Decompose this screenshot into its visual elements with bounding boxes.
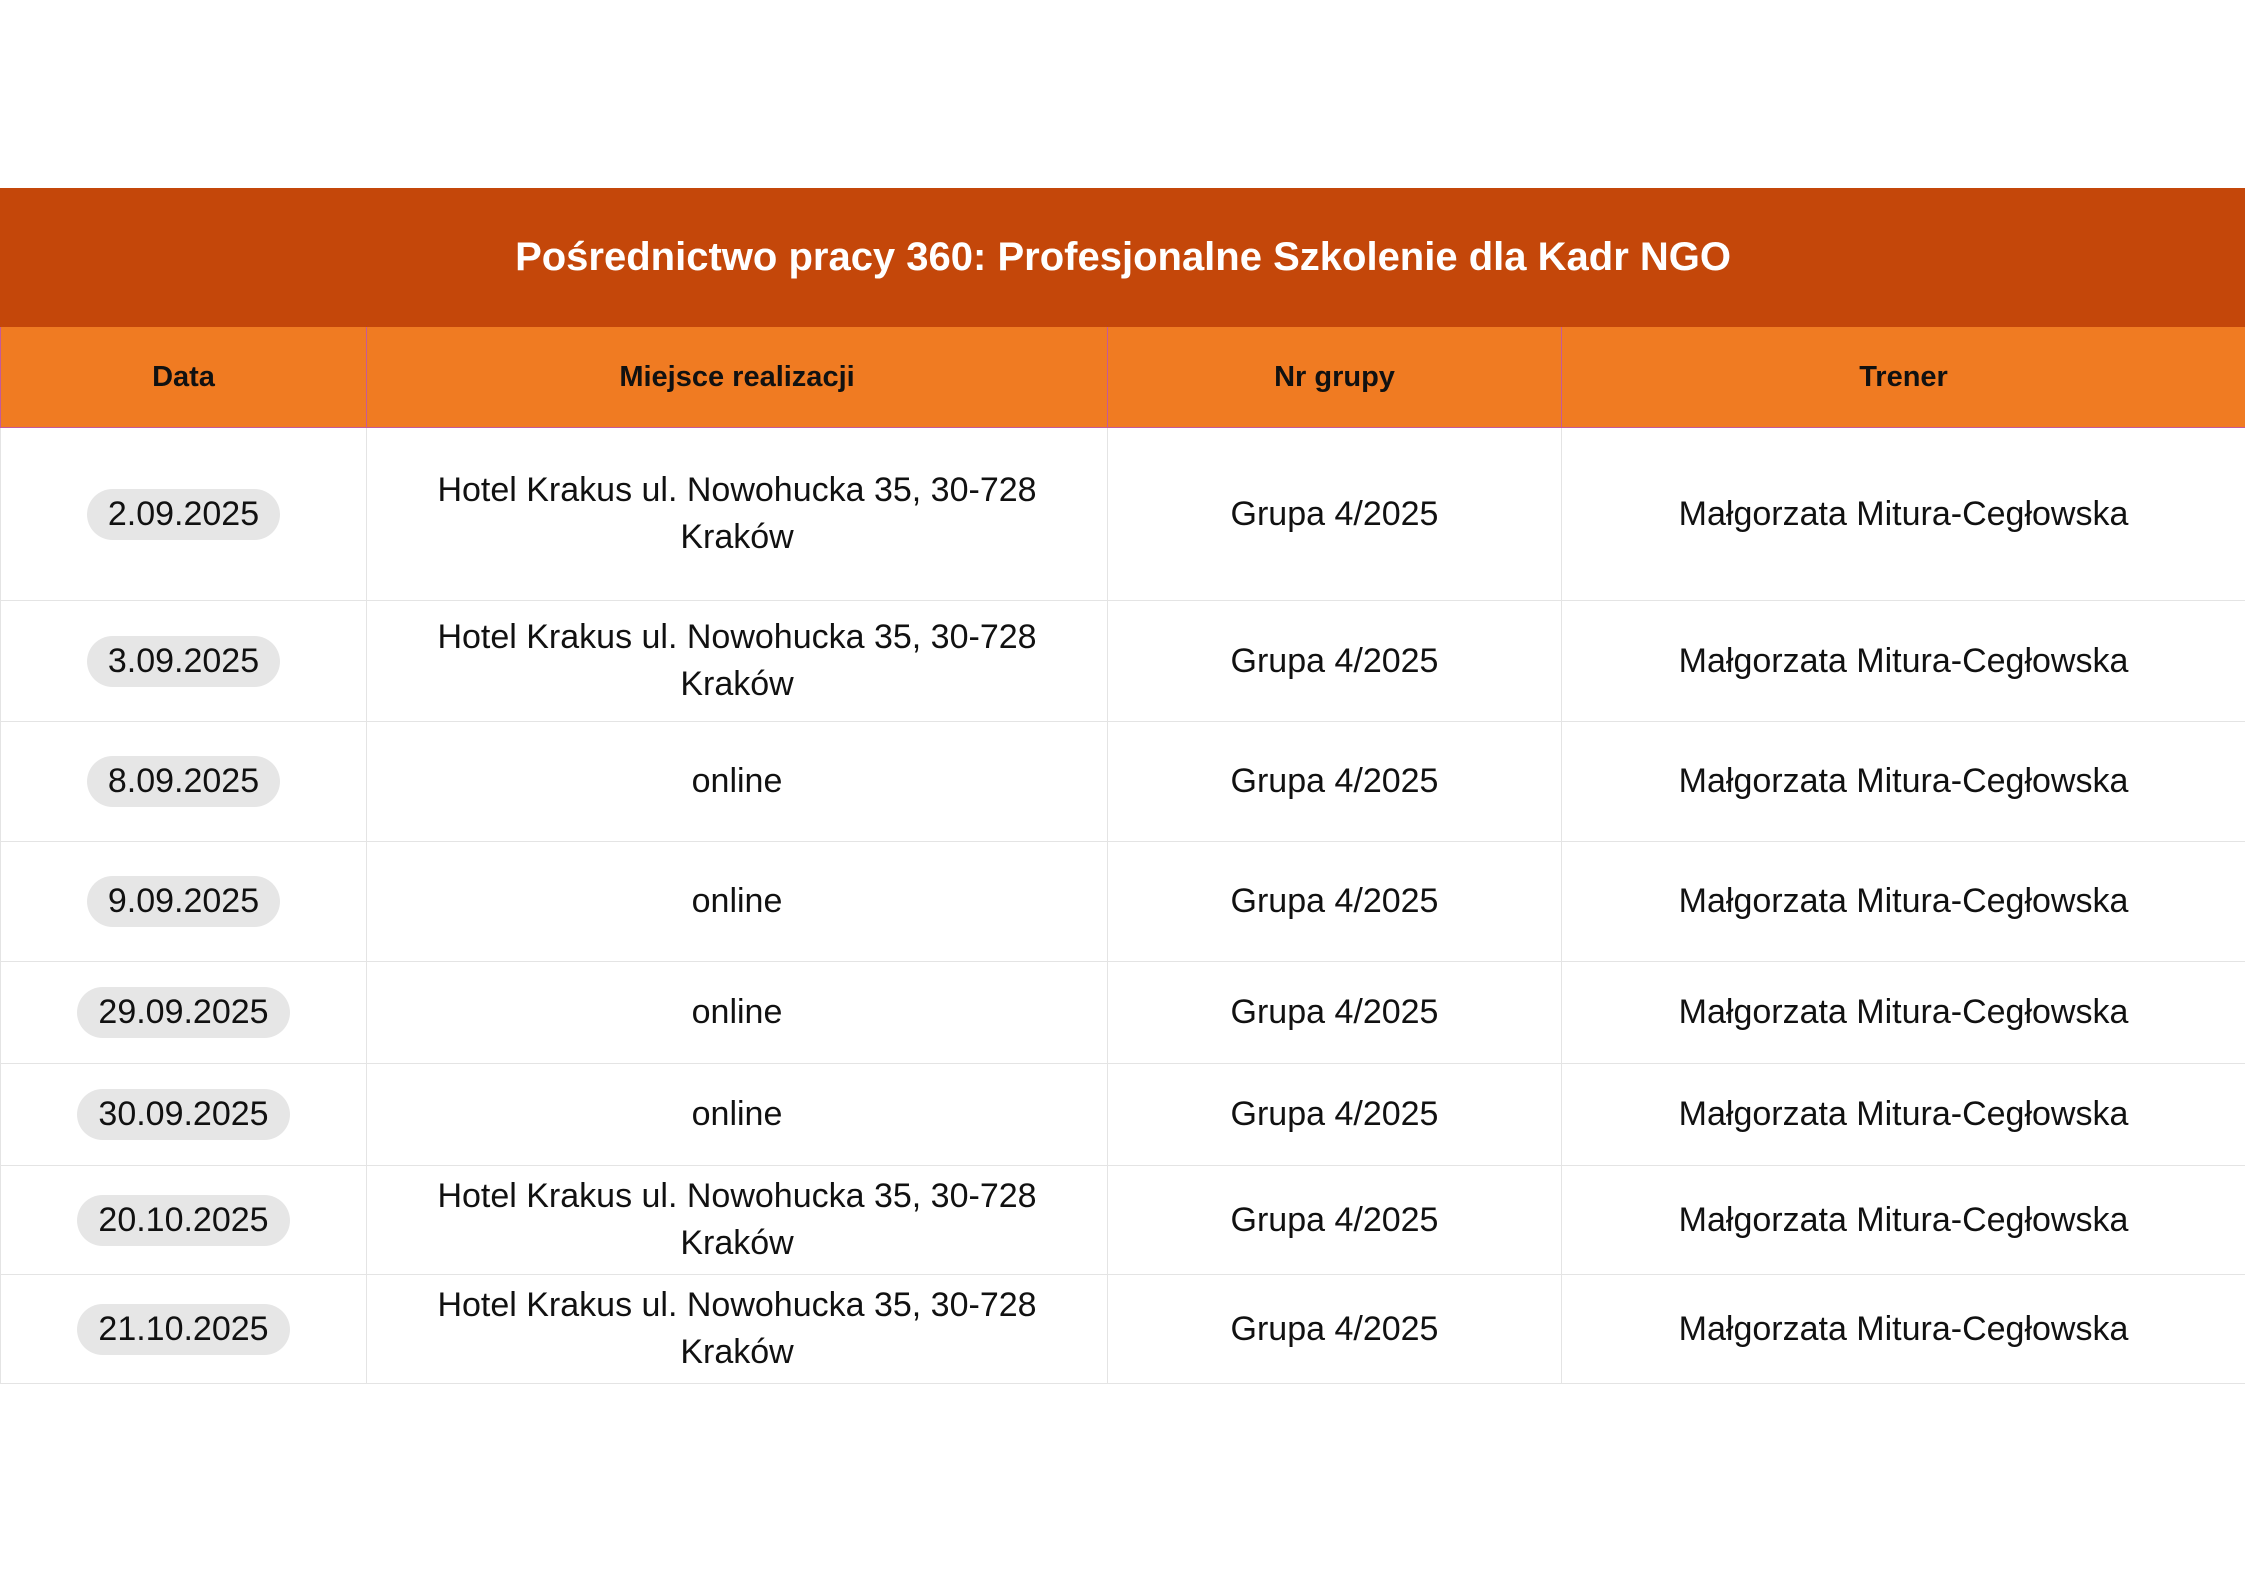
date-badge: 21.10.2025 [77, 1304, 289, 1355]
group-cell: Grupa 4/2025 [1108, 722, 1562, 842]
place-text: online [691, 1095, 783, 1133]
date-cell [1, 842, 367, 962]
trainer-cell: Małgorzata Mitura-Cegłowska [1562, 842, 2245, 962]
date-cell [1, 428, 367, 601]
date-badge: 20.10.2025 [77, 1195, 289, 1246]
table-row [1, 962, 2245, 1064]
trainer-cell: Małgorzata Mitura-Cegłowska [1562, 1166, 2245, 1275]
date-badge: 8.09.2025 [87, 756, 280, 807]
table-row [1, 428, 2245, 601]
date-badge: 9.09.2025 [87, 876, 280, 927]
column-header-group: Nr grupy [1108, 327, 1562, 428]
place-cell [367, 1166, 1108, 1275]
header-row [1, 327, 2245, 428]
table-row [1, 601, 2245, 722]
schedule-table [0, 188, 2245, 1384]
group-cell: Grupa 4/2025 [1108, 1275, 1562, 1384]
date-badge: 2.09.2025 [87, 489, 280, 540]
group-cell: Grupa 4/2025 [1108, 842, 1562, 962]
trainer-cell: Małgorzata Mitura-Cegłowska [1562, 962, 2245, 1064]
table-row [1, 722, 2245, 842]
date-cell [1, 962, 367, 1064]
date-cell [1, 722, 367, 842]
place-text: online [691, 762, 783, 800]
date-cell [1, 601, 367, 722]
trainer-cell: Małgorzata Mitura-Cegłowska [1562, 1275, 2245, 1384]
date-cell [1, 1064, 367, 1166]
trainer-cell: Małgorzata Mitura-Cegłowska [1562, 1064, 2245, 1166]
title-row [1, 189, 2245, 327]
column-header-trainer: Trener [1562, 327, 2245, 428]
column-header-date: Data [1, 327, 367, 428]
place-cell [367, 842, 1108, 962]
place-text: Hotel Krakus ul. Nowohucka 35, 30-728 Kraków [437, 1286, 1037, 1371]
place-text: Hotel Krakus ul. Nowohucka 35, 30-728 Kraków [437, 1177, 1037, 1262]
place-text: Hotel Krakus ul. Nowohucka 35, 30-728 Kraków [437, 471, 1037, 556]
place-text: online [691, 882, 783, 920]
date-cell [1, 1166, 367, 1275]
place-cell [367, 722, 1108, 842]
group-cell: Grupa 4/2025 [1108, 962, 1562, 1064]
trainer-cell: Małgorzata Mitura-Cegłowska [1562, 601, 2245, 722]
place-cell [367, 1275, 1108, 1384]
group-cell: Grupa 4/2025 [1108, 601, 1562, 722]
group-cell: Grupa 4/2025 [1108, 428, 1562, 601]
table-title: Pośrednictwo pracy 360: Profesjonalne Szkolenie dla Kadr NGO [1, 189, 2245, 327]
place-cell [367, 962, 1108, 1064]
date-badge: 30.09.2025 [77, 1089, 289, 1140]
place-text: online [691, 993, 783, 1031]
place-cell [367, 601, 1108, 722]
table-row [1, 1275, 2245, 1384]
table-row [1, 1166, 2245, 1275]
place-cell [367, 1064, 1108, 1166]
trainer-cell: Małgorzata Mitura-Cegłowska [1562, 428, 2245, 601]
column-header-place: Miejsce realizacji [367, 327, 1108, 428]
group-cell: Grupa 4/2025 [1108, 1064, 1562, 1166]
table-row [1, 842, 2245, 962]
date-cell [1, 1275, 367, 1384]
date-badge: 29.09.2025 [77, 987, 289, 1038]
date-badge: 3.09.2025 [87, 636, 280, 687]
place-cell [367, 428, 1108, 601]
group-cell: Grupa 4/2025 [1108, 1166, 1562, 1275]
table-row [1, 1064, 2245, 1166]
trainer-cell: Małgorzata Mitura-Cegłowska [1562, 722, 2245, 842]
place-text: Hotel Krakus ul. Nowohucka 35, 30-728 Kraków [437, 618, 1037, 703]
